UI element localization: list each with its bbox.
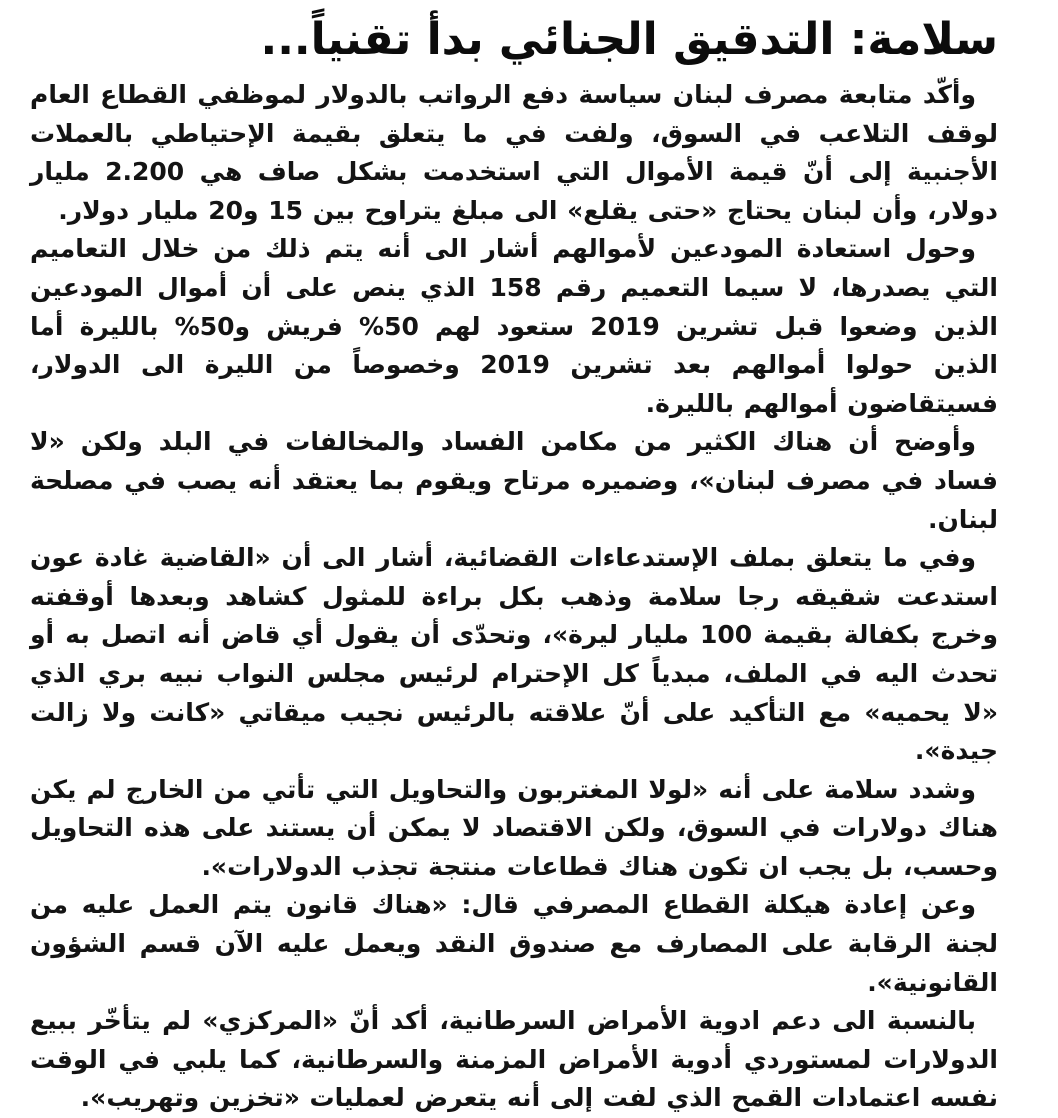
news-article [30,8,999,1113]
article-paragraph-judicial-summons: وفي ما يتعلق بملف الإستدعاءات القضائية، أشار الى أن «القاضية غادة عون استدعت شقيقه رجا سلامة وذهب بكل براءة للمثول كشاهد وبعدها أوقفته وخرج بكفالة بقيمة 100 مليار ليرة»، وتحدّى أن يقول أي قاض أنه اتصل به أو تحدث اليه في الملف، مبدياً كل الإحترام لرئيس مجلس النواب نبيه بري الذي «لا يحميه» مع التأكيد على أنّ علاقته بالرئيس نجيب ميقاتي «كانت ولا زالت جيدة». [30,543,998,766]
article-paragraph-cancer-medicine: بالنسبة الى دعم ادوية الأمراض السرطانية، أكد أنّ «المركزي» لم يتأخّر ببيع الدولارات لمستوردي أدوية الأمراض المزمنة والسرطانية، كما يلبي في الوقت نفسه اعتمادات القمح الذي لفت إلى أنه يتعرض لعمليات «تخزين وتهريب». [30,1006,998,1113]
article-paragraph-salaries-reserves: وأكّد متابعة مصرف لبنان سياسة دفع الرواتب بالدولار لموظفي القطاع العام لوقف التلاعب في السوق، ولفت في ما يتعلق بقيمة الإحتياطي بالعملات الأجنبية إلى أنّ قيمة الأموال التي استخدمت بشكل صاف هي 2.200 مليار دولار، وأن لبنان يحتاج «حتى يقلع» الى مبلغ يتراوح بين 15 و20 مليار دولار. [30,80,999,225]
article-paragraph-expatriates: وشدد سلامة على أنه «لولا المغتربون والتحاويل التي تأتي من الخارج لم يكن هناك دولارات في السوق، ولكن الاقتصاد لا يمكن أن يستند على هذه التحاويل وحسب، بل يجب ان تكون هناك قطاعات منتجة تجذب الدولارات». [30,774,998,881]
article-paragraph-depositors: وحول استعادة المودعين لأموالهم أشار الى أنه يتم ذلك من خلال التعاميم التي يصدرها، لا سيما التعميم رقم 158 الذي ينص على أن أموال المودعين الذين وضعوا قبل تشرين 2019 ستعود لهم 50% فريش و50% بالليرة أما الذين حولوا أموالهم بعد تشرين 2019 وخصوصاً من الليرة الى الدولار، فسيتقاضون أموالهم بالليرة. [30,234,998,418]
article-headline: سلامة: التدقيق الجنائي بدأ تقنياً... [260,14,998,65]
article-paragraph-corruption: وأوضح أن هناك الكثير من مكامن الفساد والمخالفات في البلد ولكن «لا فساد في مصرف لبنان»، وضميره مرتاح ويقوم بما يعتقد أنه يصب في مصلحة لبنان. [30,427,998,534]
article-paragraph-bank-restructuring: وعن إعادة هيكلة القطاع المصرفي قال: «هناك قانون يتم العمل عليه من لجنة الرقابة على المصارف مع صندوق النقد ويعمل عليه الآن قسم الشؤون القانونية». [30,890,998,997]
